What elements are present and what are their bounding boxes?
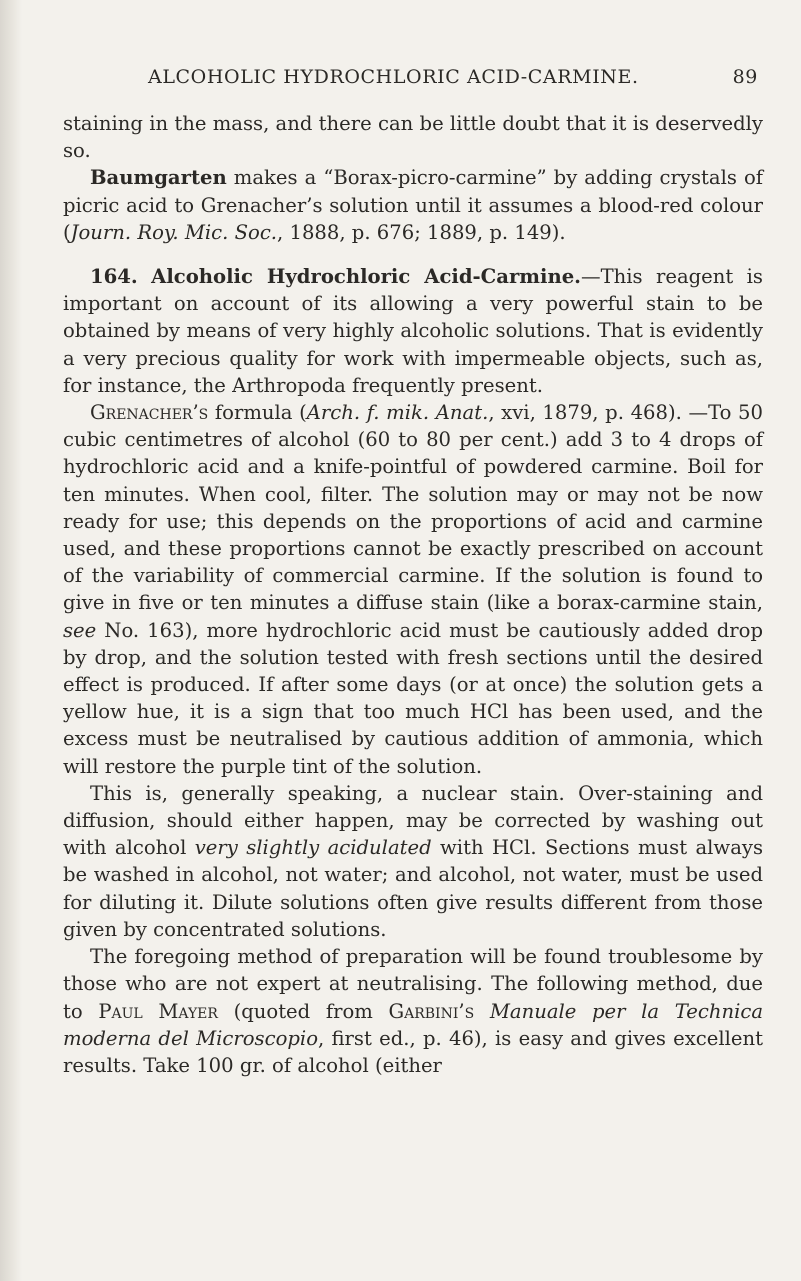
paragraph-2: Baumgarten makes a “Borax-picro-carmine” by adding crystals of picric acid to Grenacher’s solution until it assumes a blood-red colour (Journ. Roy. Mic. Soc., 1888, p. 676; 1889, p. 149). bbox=[63, 166, 763, 244]
section-number: 164. bbox=[90, 265, 138, 289]
paragraph-5: This is, generally speaking, a nuclear stain. Over-staining and diffusion, should either happen, may be corrected by washing out with alcohol very slightly acidulated with HCl. Sections must always be washed in alcohol, not water; and alcohol, not water, must be used for diluting it. Dilute solutions often give results different from those given by concentrated solutions. bbox=[63, 781, 763, 941]
paragraph-1: staining in the mass, and there can be little doubt that it is deservedly so. bbox=[63, 112, 763, 163]
paragraph-4: Grenacher’s formula (Arch. f. mik. Anat., xvi, 1879, p. 468). —To 50 cubic centimetres of alcohol (60 to 80 per cent.) add 3 to 4 drops of hydrochloric acid and a knife-pointful of powdered carmine. Boil for ten minutes. When cool, filter. The solution may or may not be now ready for use; this depends on the proportions of acid and carmine used, and these proportions cannot be exactly prescribed on account of the variability of commercial carmine. If the solution is found to give in five or ten minutes a diffuse stain (like a borax-carmine stain, see No. 163), more hydrochloric acid must be cautiously added drop by drop, and the solution tested with fresh sections until the desired effect is produced. If after some days (or at once) the solution gets a yellow hue, it is a sign that too much HCl has been used, and the excess must be neutralised by cautious addition of ammonia, which will restore the purple tint of the solution. bbox=[63, 401, 763, 778]
page-gutter-shadow bbox=[0, 0, 22, 1281]
author-name: Garbini’s bbox=[388, 999, 475, 1023]
journal-reference: Journ. Roy. Mic. Soc. bbox=[70, 220, 278, 244]
book-title: Manuale per la Technica moderna del Microscopio bbox=[63, 999, 763, 1050]
book-page bbox=[63, 0, 763, 1079]
paragraph-3: 164. Alcoholic Hydrochloric Acid-Carmine.—This reagent is important on account of its allowing a very powerful stain to be obtained by means of very highly alcoholic solutions. That is evidently a very precious quality for work with impermeable objects, such as, for instance, the Arthropoda frequently present. bbox=[63, 265, 763, 397]
running-header bbox=[63, 58, 763, 98]
section-heading: Alcoholic Hydrochloric Acid-Carmine. bbox=[151, 265, 581, 289]
author-name: Baumgarten bbox=[90, 166, 227, 190]
author-name: Grenacher’s bbox=[90, 401, 209, 425]
journal-reference: Arch. f. mik. Anat. bbox=[306, 401, 489, 425]
page-number: 89 bbox=[732, 66, 758, 88]
body-text bbox=[63, 110, 763, 1079]
running-title: ALCOHOLIC HYDROCHLORIC ACID-CARMINE. bbox=[148, 66, 639, 88]
author-name: Paul Mayer bbox=[98, 999, 218, 1023]
section-gap bbox=[63, 246, 763, 263]
paragraph-6: The foregoing method of preparation will be found troublesome by those who are not expert at neutralising. The following method, due to Paul Mayer (quoted from Garbini’s Manuale per la Technica moderna del Microscopio, first ed., p. 46), is easy and gives excellent results. Take 100 gr. of alcohol (either bbox=[63, 945, 763, 1077]
